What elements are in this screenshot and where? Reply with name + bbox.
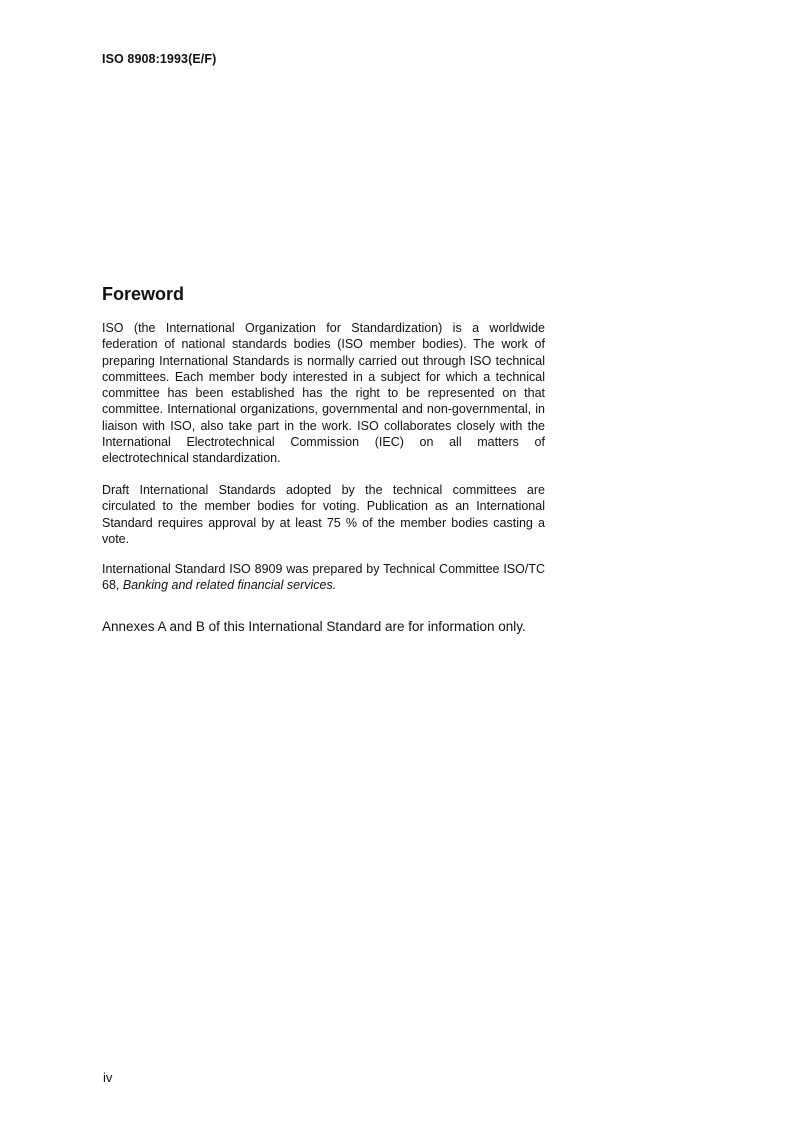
paragraph-prepared-by <box>102 561 545 594</box>
paragraph-draft-standards: Draft International Standards adopted by the technical committees are circulated to the member bodies for voting. Publication as an International Standard requires approval by at least 75 % of the member bodies casting a vote. <box>102 483 545 546</box>
committee-name: Banking and related financial services. <box>122 578 337 593</box>
page-number: iv <box>103 1070 113 1085</box>
paragraph-annexes: Annexes A and B of this International Standard are for information only. <box>102 619 526 634</box>
paragraph-iso-description: ISO (the International Organization for Standardization) is a worldwide federation of national standards bodies (ISO member bodies). The work of preparing International Standards is normally carried out through ISO technical committees. Each member body interested in a subject for which a technical committee has been established has the right to be represented on that committee. International organizations, governmental and non-governmental, in liaison with ISO, also take part in the work. ISO collaborates closely with the International Electrotechnical Commission (IEC) on all matters of electrotechnical standardization. <box>102 321 545 466</box>
page-title: Foreword <box>102 284 185 304</box>
document-header: ISO 8908:1993(E/F) <box>102 52 217 66</box>
prepared-by-text: International Standard ISO 8909 was prepared by Technical Committee ISO/TC 68, <box>102 562 545 593</box>
